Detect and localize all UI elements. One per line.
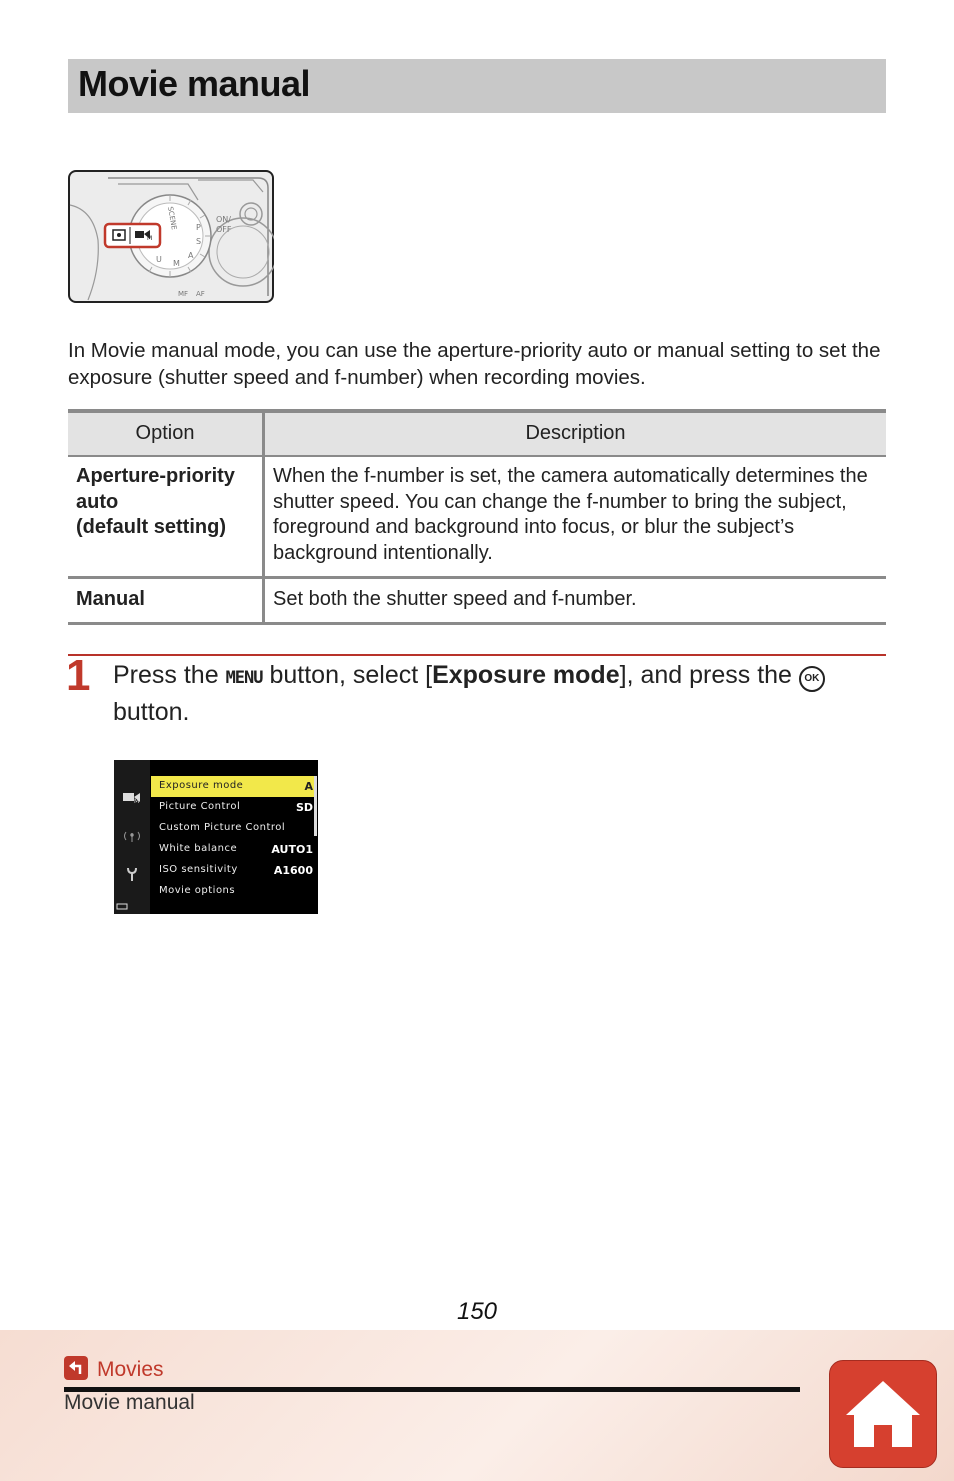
svg-text:MF: MF	[178, 290, 189, 298]
menu-item-iso-sensitivity[interactable]	[151, 860, 317, 881]
menu-item-picture-control[interactable]	[151, 797, 317, 818]
menu-item-exposure-mode[interactable]	[151, 776, 317, 797]
step-text-part: ], and press the	[619, 661, 799, 689]
menu-sidebar	[114, 760, 150, 914]
menu-item-value: A1600	[273, 864, 313, 877]
table-header-description: Description	[264, 411, 887, 456]
option-name-line: Aperture-priority	[76, 465, 235, 487]
option-name-line: (default setting)	[76, 516, 226, 538]
options-table	[68, 409, 886, 625]
option-cell: Manual	[68, 578, 264, 624]
menu-item-label: Exposure mode	[159, 780, 244, 791]
description-cell: When the f-number is set, the camera automatically determines the shutter speed. You can change the f-number to bring the subject, foreground and background into focus, or blur the subject’s background intentionally.	[264, 456, 887, 578]
movie-manual-icon	[123, 793, 140, 805]
home-button[interactable]	[829, 1360, 937, 1468]
menu-item-value: A	[304, 780, 313, 793]
svg-text:S: S	[196, 237, 202, 246]
menu-item-custom-picture-control[interactable]	[151, 818, 317, 839]
step-text-part: button.	[113, 698, 190, 726]
description-cell: Set both the shutter speed and f-number.	[264, 578, 887, 624]
title-bar	[68, 59, 886, 113]
svg-text:U: U	[156, 255, 162, 264]
table-row	[68, 578, 886, 624]
intro-paragraph: In Movie manual mode, you can use the aperture-priority auto or manual setting to set the exposure (shutter speed and f-number) when recording movies.	[68, 339, 881, 389]
wireless-icon	[125, 832, 140, 842]
menu-list	[151, 776, 317, 902]
menu-item-label: Custom Picture Control	[159, 822, 286, 833]
svg-text:M: M	[173, 259, 180, 268]
page-number: 150	[456, 1298, 498, 1325]
menu-item-label: ISO sensitivity	[159, 864, 238, 875]
battery-icon	[117, 904, 127, 909]
step-text-part: Press the	[113, 661, 226, 689]
menu-item-white-balance[interactable]	[151, 839, 317, 860]
home-icon	[830, 1361, 936, 1467]
table-header-option: Option	[68, 411, 264, 456]
table-row	[68, 456, 886, 578]
svg-text:P: P	[196, 223, 201, 232]
camera-menu-screenshot	[114, 760, 318, 914]
svg-text:ON/: ON/	[216, 215, 231, 224]
page-title: Movie manual	[78, 63, 311, 104]
menu-item-label: Movie options	[159, 885, 236, 896]
ok-button-icon: OK	[799, 666, 825, 692]
breadcrumb-link-movies[interactable]: Movies	[97, 1358, 164, 1381]
breadcrumb-current: Movie manual	[64, 1391, 195, 1414]
svg-text:SCENE: SCENE	[166, 205, 178, 231]
option-cell	[68, 456, 264, 578]
back-arrow-icon[interactable]	[64, 1356, 88, 1380]
svg-text:AF: AF	[196, 290, 205, 298]
svg-text:M: M	[134, 798, 140, 805]
step-number: 1	[66, 651, 91, 700]
wrench-icon	[128, 868, 136, 881]
menu-item-value: SD	[295, 801, 313, 814]
menu-button-icon: MENU	[225, 668, 263, 688]
svg-text:A: A	[188, 251, 194, 260]
menu-scrollbar	[314, 776, 317, 836]
menu-item-label: Picture Control	[159, 801, 241, 812]
menu-item-value: AUTO1	[271, 843, 313, 856]
step-instruction	[113, 658, 883, 729]
option-name-line: auto	[76, 490, 119, 513]
step-text-bold: Exposure mode	[432, 661, 620, 689]
menu-item-label: White balance	[159, 843, 238, 854]
svg-text:OFF: OFF	[216, 225, 232, 234]
svg-text:M: M	[147, 235, 153, 242]
step-divider	[68, 654, 886, 656]
menu-item-movie-options[interactable]	[151, 881, 317, 902]
step-text-part: button, select [	[262, 661, 433, 689]
mode-dial-illustration	[68, 170, 274, 303]
